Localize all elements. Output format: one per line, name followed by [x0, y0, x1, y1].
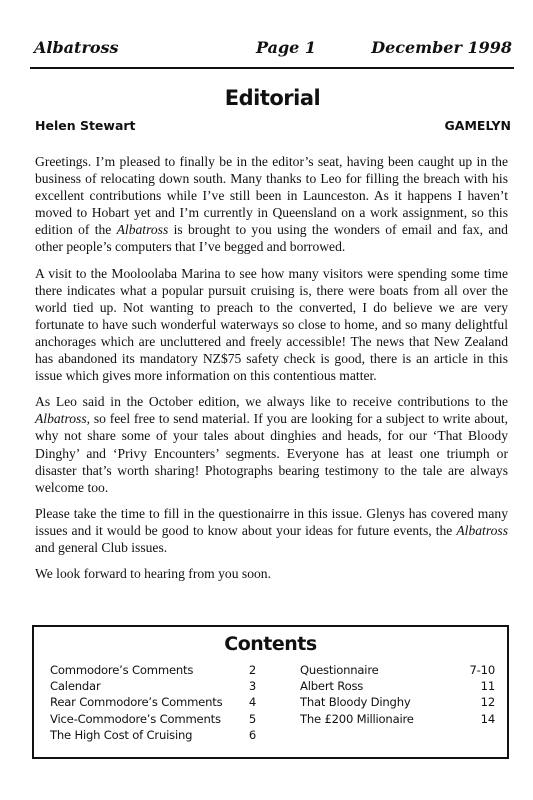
- entry-page: 2: [248, 663, 256, 677]
- contents-entry: [300, 712, 495, 728]
- paragraph: Please take the time to fill in the questionairre in this issue. Glenys has covered many issues and it would be good to know about your ideas for future events, the Albatross and general Club issues.: [35, 505, 508, 555]
- contents-column-right: [300, 663, 495, 728]
- entry-page: 5: [248, 711, 256, 726]
- entry-title: The High Cost of Cruising: [50, 727, 193, 742]
- entry-page: 11: [480, 679, 495, 694]
- entry-page: 14: [480, 711, 495, 726]
- entry-page: 3: [248, 679, 256, 694]
- contents-entry: [50, 679, 260, 695]
- page-number: Page 1: [256, 38, 317, 57]
- contents-entry: [50, 728, 260, 744]
- page-title: Editorial: [224, 86, 321, 110]
- contents-entry: [50, 695, 260, 711]
- paragraph: We look forward to hearing from you soon.: [35, 566, 271, 582]
- entry-title: Vice-Commodore’s Comments: [50, 711, 221, 726]
- paragraph: A visit to the Mooloolaba Marina to see how many visitors were spending some time there indicates what a popular pursuit cruising is, there were boats from all over the world tied up. Not wanting to preach to the converted, I do believe we are very fortunate to have such wonderful waterways so close to home, and so many delightful anchorages which are uncluttered and freely accessible! The news that New Zealand has abandoned its mandatory NZ$75 safety check is good, there is an article in this issue which gives more information on this contentious matter.: [35, 265, 508, 384]
- contents-box: [32, 625, 509, 759]
- entry-title: Calendar: [50, 679, 101, 694]
- contents-title: Contents: [224, 633, 317, 655]
- editorial-body: [35, 153, 508, 591]
- contents-entry: [50, 663, 260, 679]
- paragraph: As Leo said in the October edition, we always like to receive contributions to the Albatross, so feel free to send material. If you are looking for a subject to write about, why not share some of your tales about dinghies and heads, for our ‘That Bloody Dinghy’ and ‘Privy Encounters’ segments. Everyone has at least one triumph or disaster that’s worth sharing! Photographs bearing testimony to the tale are always welcome too.: [35, 394, 508, 495]
- header-rule: [30, 67, 514, 69]
- entry-title: The £200 Millionaire: [300, 711, 414, 726]
- contents-column-left: [50, 663, 260, 744]
- contents-entry: [300, 679, 495, 695]
- contents-entry: [50, 712, 260, 728]
- entry-page: 4: [248, 695, 256, 710]
- author-name: Helen Stewart: [35, 118, 136, 133]
- entry-title: Rear Commodore’s Comments: [50, 695, 223, 710]
- entry-page: 6: [248, 727, 256, 742]
- contents-entry: [300, 695, 495, 711]
- entry-page: 12: [480, 695, 495, 710]
- entry-page: 7-10: [469, 663, 495, 677]
- issue-date: December 1998: [371, 38, 512, 57]
- page-header: [34, 36, 512, 62]
- entry-title: Questionnaire: [300, 663, 379, 677]
- contents-entry: [300, 663, 495, 679]
- paragraph: Greetings. I’m pleased to finally be in the editor’s seat, having been caught up in the business of relocating down south. Many thanks to Leo for filling the breach with his excellent contributions while I’ve still been in Launceston. As it happens I haven’t moved to Hobart yet and I’m currently in Queensland on a work assignment, so this edition of the Albatross is brought to you using the wonders of email and fax, and other people’s computers that I’ve begged and borrowed.: [35, 154, 508, 255]
- entry-title: That Bloody Dinghy: [300, 695, 411, 710]
- boat-name: GAMELYN: [444, 118, 511, 133]
- publication-name: Albatross: [34, 38, 119, 57]
- entry-title: Commodore’s Comments: [50, 663, 194, 677]
- entry-title: Albert Ross: [300, 679, 364, 694]
